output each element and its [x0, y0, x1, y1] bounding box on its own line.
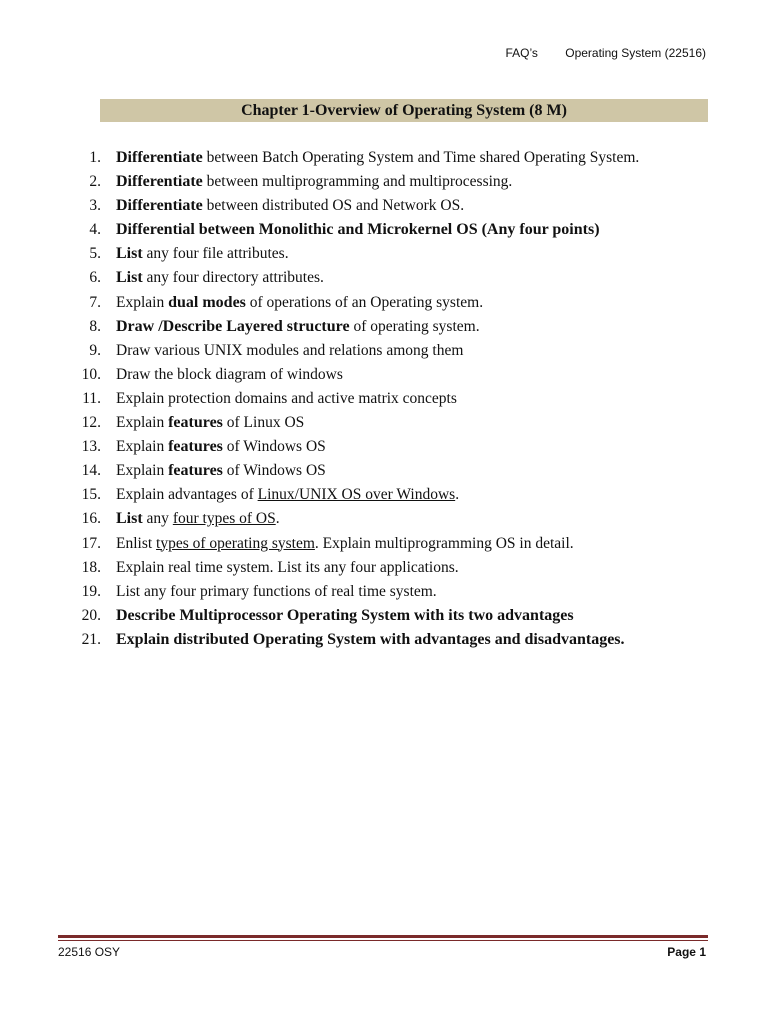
question-text [116, 146, 639, 170]
plain-text: Explain [116, 293, 169, 311]
question-number: 3. [89, 197, 101, 215]
question-item [58, 411, 639, 435]
bold-text: Differentiate [116, 197, 203, 215]
question-text [116, 266, 324, 290]
plain-text: Draw various UNIX modules and relations among them [116, 341, 464, 359]
plain-text: . Explain multiprogramming OS in detail. [314, 534, 574, 552]
question-text [116, 532, 574, 556]
chapter-title: Chapter 1-Overview of Operating System (8 M) [100, 99, 708, 122]
question-text [116, 194, 464, 218]
plain-text: Explain advantages of [116, 486, 258, 504]
question-text [116, 363, 343, 387]
question-item [58, 315, 639, 339]
plain-text: of operating system. [349, 317, 480, 335]
question-text [116, 459, 326, 483]
question-text [116, 507, 280, 531]
question-item [58, 459, 639, 483]
question-text [116, 628, 625, 652]
footer-rule-thin [58, 940, 708, 941]
bold-text: Explain distributed Operating System with advantages and disadvantages. [116, 630, 625, 648]
plain-text: Explain protection domains and active matrix concepts [116, 389, 457, 407]
question-text [116, 242, 289, 266]
question-item [58, 580, 639, 604]
question-item [58, 242, 639, 266]
bold-text: Differentiate [116, 149, 203, 166]
underlined-text: Linux/UNIX OS over Windows [257, 486, 456, 504]
question-item [58, 483, 639, 507]
question-number: 5. [89, 245, 101, 263]
question-number: 13. [81, 438, 101, 456]
question-text [116, 339, 463, 363]
plain-text: Explain [116, 414, 169, 432]
question-number: 1. [89, 149, 101, 166]
question-number: 19. [81, 582, 101, 600]
bold-text: List [116, 269, 143, 287]
bold-text: features [168, 438, 223, 456]
question-text [116, 170, 512, 194]
question-item [58, 387, 639, 411]
plain-text: . [275, 510, 280, 528]
question-text [116, 387, 457, 411]
plain-text: between distributed OS and Network OS. [202, 197, 465, 215]
footer-rule [58, 935, 708, 938]
question-number: 18. [81, 558, 101, 576]
underlined-text: four types of OS [172, 510, 276, 528]
question-item [58, 556, 639, 580]
question-number: 14. [81, 462, 101, 480]
question-number: 16. [81, 510, 101, 528]
question-number: 8. [89, 317, 101, 335]
question-text [116, 580, 437, 604]
question-item [58, 339, 639, 363]
bold-text: Describe Multiprocessor Operating System with its two advantages [116, 606, 574, 624]
plain-text: of Linux OS [222, 414, 305, 432]
plain-text: Explain [116, 438, 169, 456]
question-item [58, 363, 639, 387]
plain-text: between Batch Operating System and Time shared Operating System. [202, 149, 640, 166]
question-number: 2. [89, 173, 101, 191]
question-item [58, 435, 639, 459]
plain-text: List any four primary functions of real time system. [116, 582, 437, 600]
footer-course-code: 22516 OSY [58, 945, 121, 959]
question-item [58, 146, 639, 170]
question-number: 21. [81, 630, 101, 648]
plain-text: of Windows OS [222, 462, 326, 480]
question-number: 6. [89, 269, 101, 287]
plain-text: any [142, 510, 173, 528]
bold-text: features [168, 414, 223, 432]
question-item [58, 218, 639, 242]
question-number: 4. [89, 221, 101, 239]
bold-text: Draw /Describe Layered structure [116, 317, 350, 335]
question-list [58, 146, 639, 652]
bold-text: features [168, 462, 223, 480]
question-text [116, 483, 459, 507]
header-faq: FAQ’s [505, 46, 538, 60]
plain-text: Enlist [116, 534, 157, 552]
question-item [58, 266, 639, 290]
question-number: 20. [81, 606, 101, 624]
question-number: 10. [81, 365, 101, 383]
question-text [116, 291, 483, 315]
question-item [58, 194, 639, 218]
question-item [58, 170, 639, 194]
plain-text: . [455, 486, 460, 504]
question-text [116, 556, 459, 580]
question-text [116, 435, 326, 459]
question-text [116, 604, 574, 628]
question-number: 17. [81, 534, 101, 552]
bold-text: dual modes [168, 293, 246, 311]
question-number: 11. [82, 389, 101, 407]
question-number: 9. [89, 341, 101, 359]
question-item [58, 507, 639, 531]
header-subject: Operating System (22516) [565, 46, 706, 60]
plain-text: between multiprogramming and multiprocessing. [202, 173, 513, 191]
page-header [505, 46, 706, 60]
plain-text: of Windows OS [222, 438, 326, 456]
bold-text: List [116, 510, 143, 528]
question-number: 7. [89, 293, 101, 311]
question-number: 15. [81, 486, 101, 504]
plain-text: any four file attributes. [142, 245, 289, 263]
bold-text: Differential between Monolithic and Microkernel OS (Any four points) [116, 221, 600, 239]
bold-text: List [116, 245, 143, 263]
plain-text: Explain real time system. List its any four applications. [116, 558, 459, 576]
plain-text: Explain [116, 462, 169, 480]
plain-text: of operations of an Operating system. [245, 293, 484, 311]
question-item [58, 628, 639, 652]
bold-text: Differentiate [116, 173, 203, 191]
question-item [58, 532, 639, 556]
page-number: Page 1 [667, 945, 706, 959]
question-item [58, 291, 639, 315]
underlined-text: types of operating system [156, 534, 315, 552]
plain-text: Draw the block diagram of windows [116, 365, 343, 383]
question-text [116, 411, 304, 435]
plain-text: any four directory attributes. [142, 269, 324, 287]
question-text [116, 315, 480, 339]
question-item [58, 604, 639, 628]
question-number: 12. [81, 414, 101, 432]
question-text [116, 218, 600, 242]
